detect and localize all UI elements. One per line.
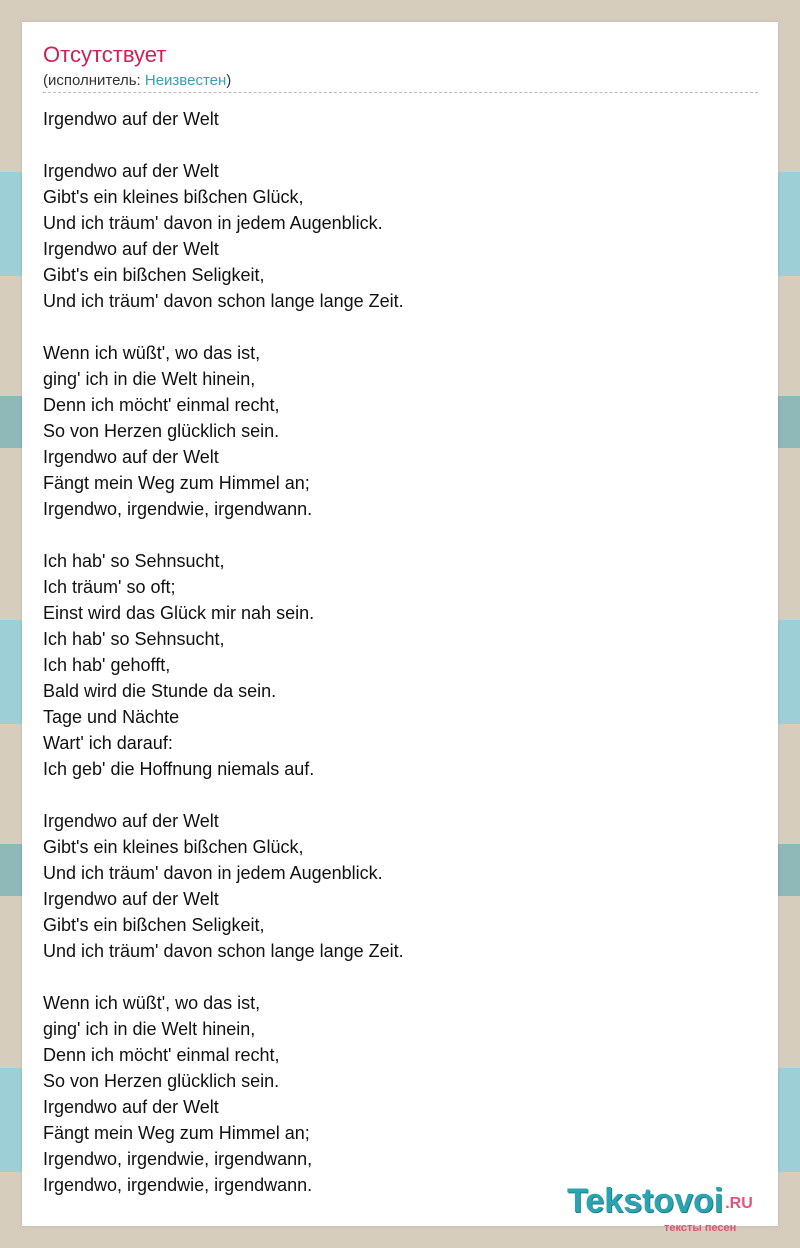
lyric-line: Irgendwo auf der Welt [43,1097,219,1117]
lyric-line: Und ich träum' davon in jedem Augenblick. [43,213,383,233]
logo-tagline: тексты песен [664,1222,737,1234]
site-logo[interactable] [567,1182,753,1234]
lyric-line: ging' ich in die Welt hinein, [43,369,256,389]
lyric-line: Irgendwo, irgendwie, irgendwann, [43,1149,313,1169]
lyric-line: ging' ich in die Welt hinein, [43,1019,256,1039]
lyric-line: Wart' ich darauf: [43,733,173,753]
verse-gap [43,132,758,158]
verses [43,158,758,1198]
lyric-line: Gibt's ein kleines bißchen Glück, [43,837,304,857]
lyric-line: Und ich träum' davon schon lange lange Zeit. [43,291,404,311]
lyric-line: Gibt's ein bißchen Seligkeit, [43,915,265,935]
lyric-line: Tage und Nächte [43,707,180,727]
lyric-line: Ich träum' so oft; [43,577,176,597]
lyric-line: Bald wird die Stunde da sein. [43,681,277,701]
lyric-line: So von Herzen glücklich sein. [43,1071,280,1091]
logo-tld: .RU [725,1195,753,1212]
lyric-line: Wenn ich wüßt', wo das ist, [43,343,261,363]
lyric-line: Und ich träum' davon in jedem Augenblick. [43,863,383,883]
lyric-line: Gibt's ein kleines bißchen Glück, [43,187,304,207]
lyric-line: Und ich träum' davon schon lange lange Zeit. [43,941,404,961]
lyric-line: Irgendwo auf der Welt [43,889,219,909]
verse-gap [43,782,758,808]
lyric-line: Wenn ich wüßt', wo das ist, [43,993,261,1013]
performer-prefix: (исполнитель: [43,72,145,89]
lyric-line: Gibt's ein bißchen Seligkeit, [43,265,265,285]
lyrics-card [22,22,778,1234]
lyrics-body [43,106,758,1198]
song-title: Irgendwo auf der Welt [43,109,219,129]
lyric-line: Einst wird das Glück mir nah sein. [43,603,315,623]
verse-gap [43,522,758,548]
verse-gap [43,964,758,990]
verse-gap [43,314,758,340]
lyric-line: Fängt mein Weg zum Himmel an; [43,1123,310,1143]
lyric-line: Irgendwo auf der Welt [43,811,219,831]
lyric-line: Irgendwo auf der Welt [43,239,219,259]
lyric-line: Irgendwo, irgendwie, irgendwann. [43,1175,313,1195]
lyric-line: Denn ich möcht' einmal recht, [43,395,280,415]
header-divider [43,92,758,93]
lyric-line: Fängt mein Weg zum Himmel an; [43,473,310,493]
lyric-line: Irgendwo auf der Welt [43,161,219,181]
performer-suffix: ) [226,72,232,89]
page-title: Отсутствует [43,42,167,67]
lyric-line: Ich geb' die Hoffnung niemals auf. [43,759,315,779]
lyric-line: Denn ich möcht' einmal recht, [43,1045,280,1065]
logo-main-text: Tekstovoi [567,1182,724,1220]
performer-line [43,72,231,89]
lyric-line: Ich hab' so Sehnsucht, [43,629,225,649]
lyric-line: So von Herzen glücklich sein. [43,421,280,441]
lyric-line: Ich hab' gehofft, [43,655,171,675]
lyric-line: Ich hab' so Sehnsucht, [43,551,225,571]
artist-link[interactable]: Неизвестен [144,72,227,89]
lyric-line: Irgendwo, irgendwie, irgendwann. [43,499,313,519]
lyric-line: Irgendwo auf der Welt [43,447,219,467]
